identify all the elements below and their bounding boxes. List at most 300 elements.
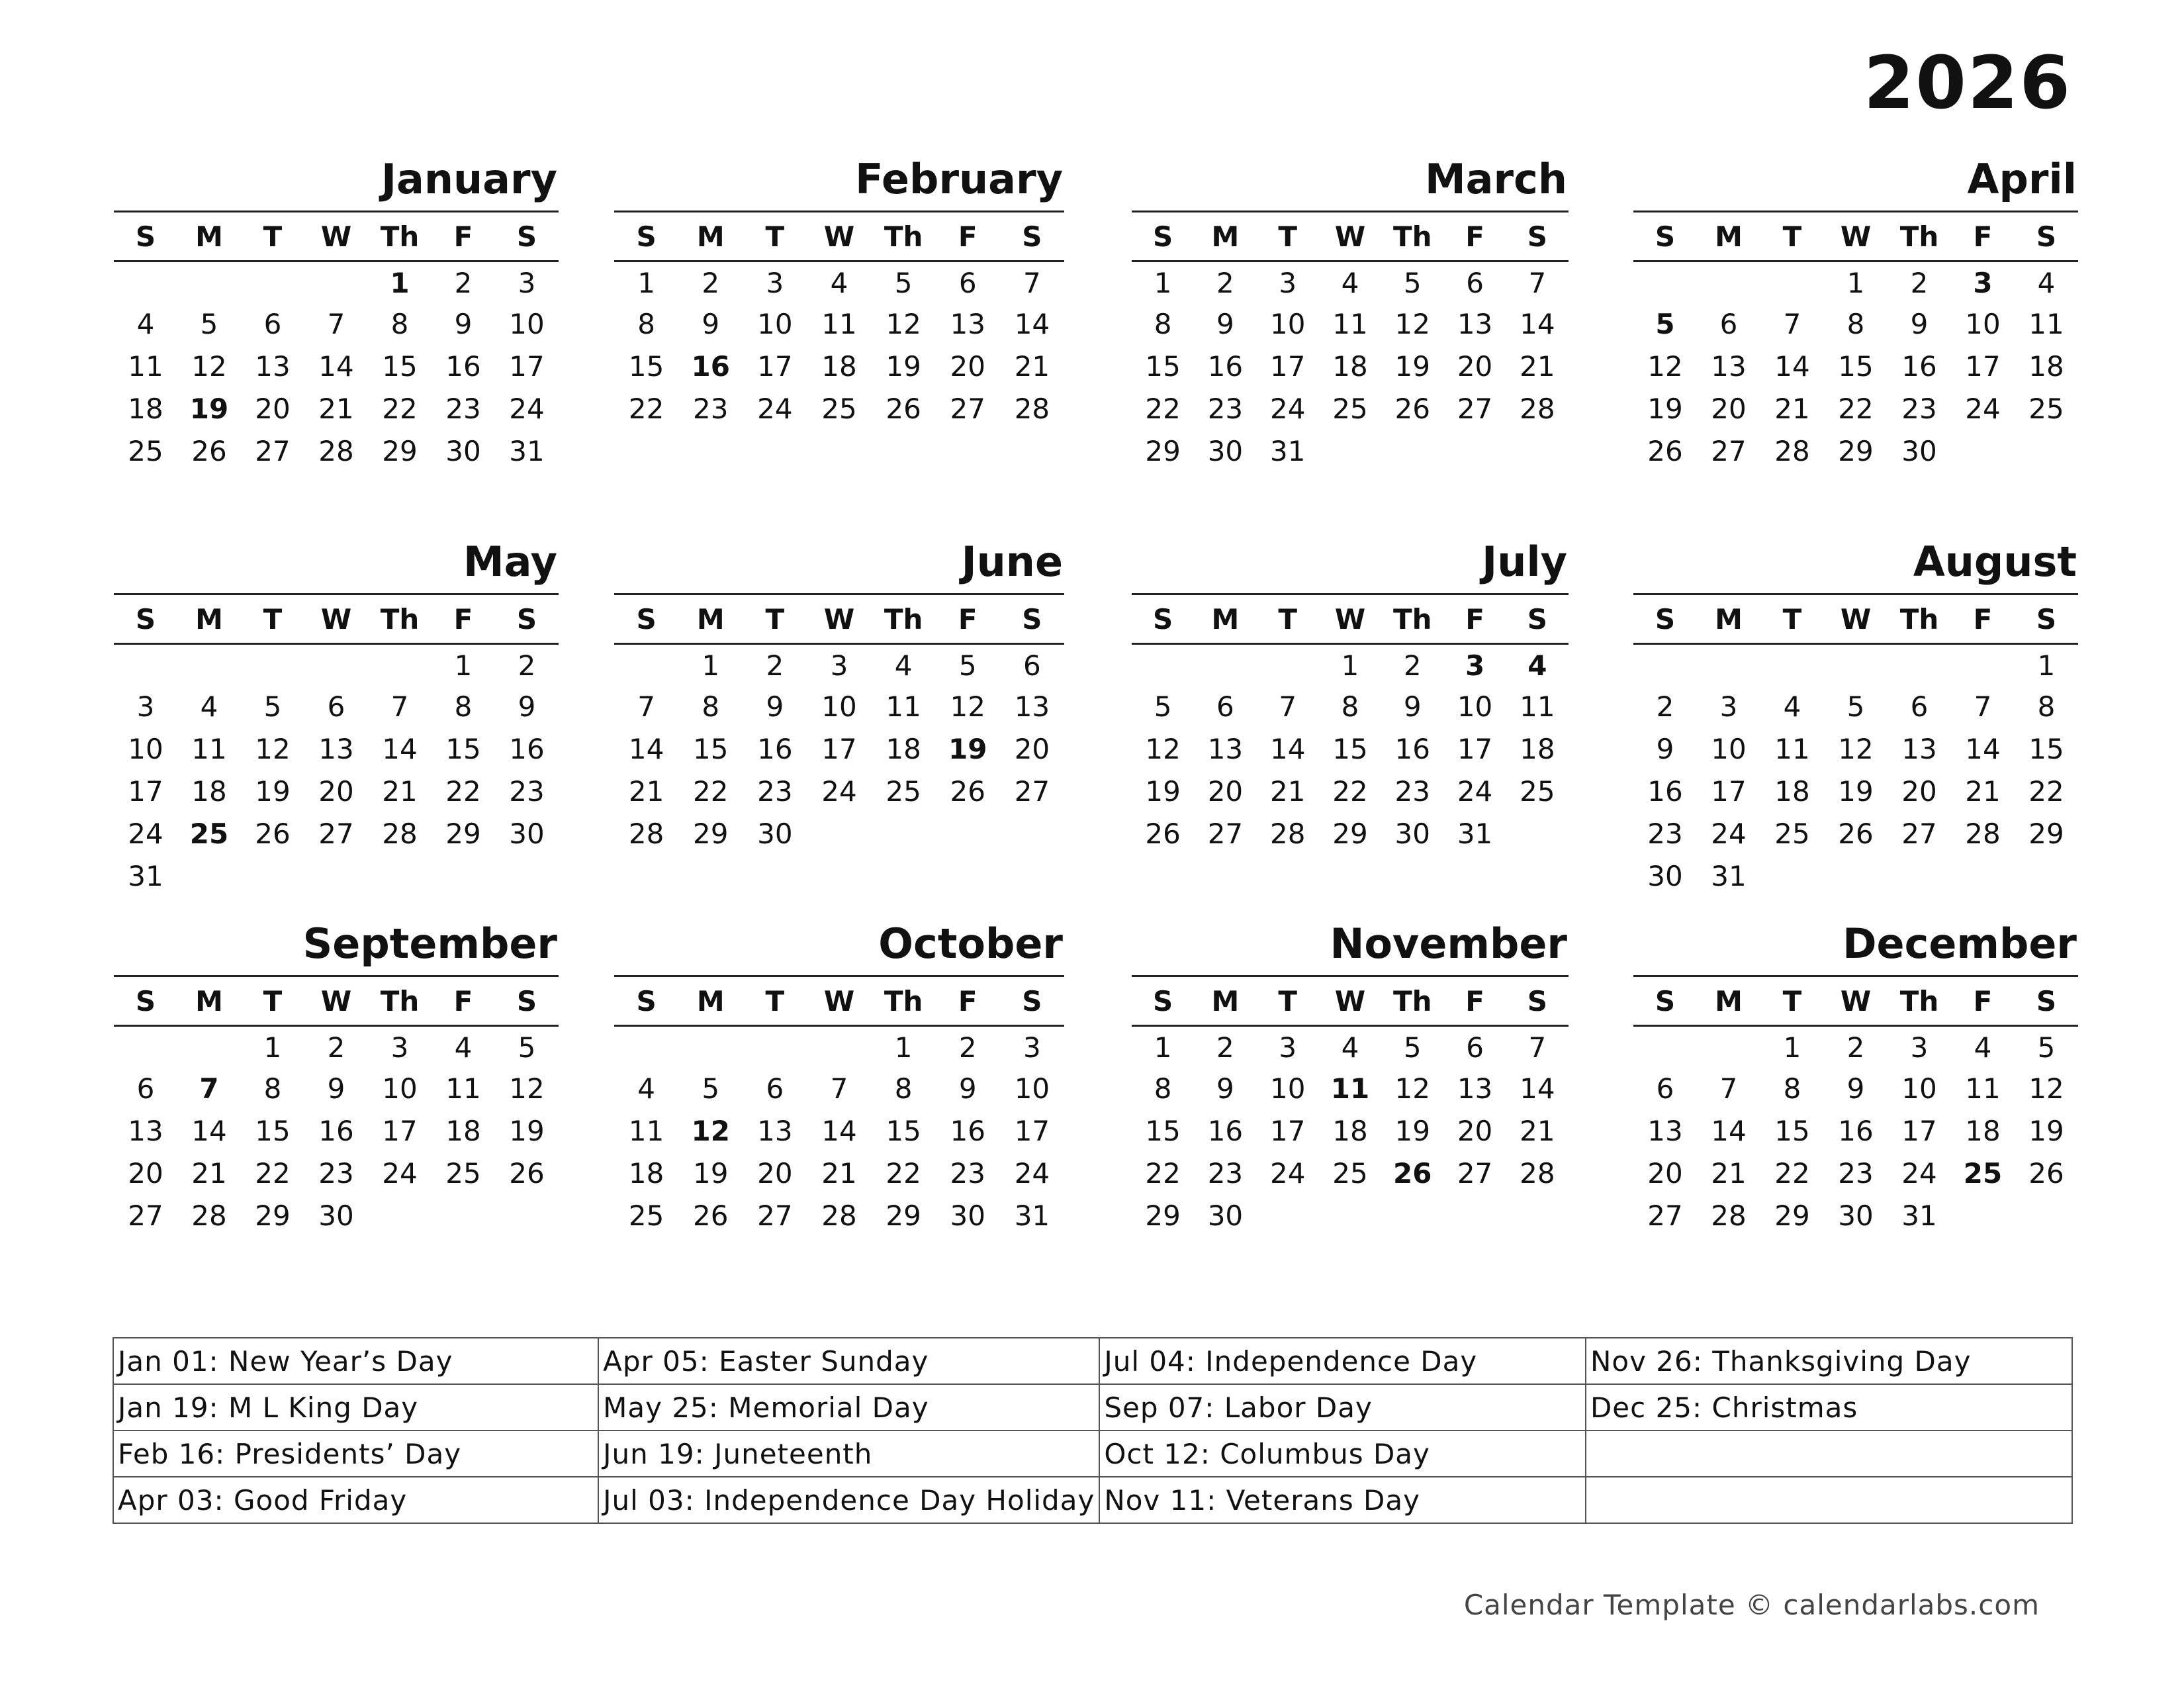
weekday-label: T bbox=[1278, 220, 1298, 253]
weekday-label: M bbox=[1715, 220, 1743, 253]
day: 13 bbox=[1457, 308, 1493, 340]
day: 30 bbox=[1838, 1199, 1874, 1232]
day: 6 bbox=[263, 308, 282, 340]
empty-day bbox=[368, 645, 432, 686]
month-name: June bbox=[961, 538, 1063, 586]
day: 22 bbox=[255, 1157, 291, 1190]
weekday-header bbox=[114, 211, 559, 262]
day: 30 bbox=[318, 1199, 354, 1232]
day: 9 bbox=[766, 690, 784, 723]
empty-day bbox=[1697, 645, 1760, 686]
holiday-day: 4 bbox=[1527, 649, 1547, 682]
day: 20 bbox=[1207, 775, 1244, 808]
day: 5 bbox=[702, 1072, 720, 1105]
day: 21 bbox=[1269, 775, 1306, 808]
weekday-label: S bbox=[1527, 602, 1547, 635]
day: 27 bbox=[255, 435, 291, 467]
day: 21 bbox=[1014, 350, 1050, 383]
day: 11 bbox=[2028, 308, 2064, 340]
holiday-day: 12 bbox=[691, 1115, 730, 1147]
weekday-label: S bbox=[2036, 602, 2057, 635]
day: 8 bbox=[1846, 308, 1865, 340]
day: 12 bbox=[886, 308, 921, 340]
holiday-day: 25 bbox=[189, 818, 229, 850]
day: 15 bbox=[1838, 350, 1874, 383]
day: 25 bbox=[821, 393, 857, 425]
weekday-label: T bbox=[765, 602, 785, 635]
day: 27 bbox=[1711, 435, 1747, 467]
holiday-cell: Oct 12: Columbus Day bbox=[1099, 1430, 1586, 1477]
weekday-label: S bbox=[135, 602, 156, 635]
day: 19 bbox=[886, 350, 921, 383]
holiday-cell: Apr 03: Good Friday bbox=[113, 1477, 598, 1523]
weekday-label: S bbox=[636, 984, 657, 1017]
days-grid bbox=[1633, 645, 2078, 898]
weekday-label: S bbox=[1153, 602, 1173, 635]
day: 5 bbox=[518, 1031, 536, 1064]
empty-day bbox=[304, 262, 368, 303]
day: 29 bbox=[1332, 818, 1368, 850]
weekday-label: T bbox=[263, 984, 283, 1017]
empty-day bbox=[807, 1027, 871, 1068]
day: 12 bbox=[255, 733, 291, 765]
day: 5 bbox=[2037, 1031, 2056, 1064]
day: 8 bbox=[1154, 308, 1172, 340]
day: 7 bbox=[637, 690, 655, 723]
empty-day bbox=[614, 1027, 678, 1068]
day: 10 bbox=[382, 1072, 418, 1105]
day: 25 bbox=[2028, 393, 2064, 425]
holiday-day: 11 bbox=[1330, 1072, 1370, 1105]
day: 26 bbox=[191, 435, 227, 467]
holiday-row bbox=[113, 1430, 2072, 1477]
weekday-label: F bbox=[1973, 602, 1993, 635]
day: 31 bbox=[1269, 435, 1306, 467]
day: 18 bbox=[445, 1115, 481, 1147]
day: 17 bbox=[1014, 1115, 1050, 1147]
day: 30 bbox=[1647, 860, 1683, 892]
weekday-label: S bbox=[1153, 984, 1173, 1017]
month-november bbox=[1132, 919, 1569, 1237]
day: 14 bbox=[1774, 350, 1810, 383]
day: 15 bbox=[255, 1115, 291, 1147]
month-january bbox=[114, 155, 559, 473]
day: 21 bbox=[821, 1157, 857, 1190]
day: 6 bbox=[1023, 649, 1041, 682]
day: 12 bbox=[509, 1072, 545, 1105]
day: 4 bbox=[454, 1031, 473, 1064]
day: 22 bbox=[382, 393, 418, 425]
day: 19 bbox=[2028, 1115, 2064, 1147]
weekday-label: Th bbox=[884, 220, 923, 253]
day: 28 bbox=[628, 818, 664, 850]
day: 4 bbox=[894, 649, 913, 682]
holiday-day: 3 bbox=[1973, 267, 1993, 299]
day: 27 bbox=[1457, 393, 1493, 425]
weekday-label: Th bbox=[380, 220, 420, 253]
day: 23 bbox=[692, 393, 729, 425]
month-name: April bbox=[1967, 155, 2077, 203]
day: 18 bbox=[821, 350, 857, 383]
day: 21 bbox=[382, 775, 418, 808]
day: 23 bbox=[1647, 818, 1683, 850]
weekday-label: T bbox=[263, 602, 283, 635]
day: 4 bbox=[200, 690, 218, 723]
day: 25 bbox=[445, 1157, 481, 1190]
day: 24 bbox=[509, 393, 545, 425]
day: 19 bbox=[1145, 775, 1181, 808]
holiday-day: 19 bbox=[189, 393, 229, 425]
day: 4 bbox=[136, 308, 155, 340]
day: 2 bbox=[1403, 649, 1422, 682]
day: 17 bbox=[757, 350, 793, 383]
day: 28 bbox=[1711, 1199, 1747, 1232]
day: 19 bbox=[1838, 775, 1874, 808]
day: 16 bbox=[318, 1115, 354, 1147]
day: 8 bbox=[1783, 1072, 1801, 1105]
day: 7 bbox=[1783, 308, 1801, 340]
day: 9 bbox=[454, 308, 473, 340]
day: 15 bbox=[628, 350, 664, 383]
day: 11 bbox=[1774, 733, 1810, 765]
day: 11 bbox=[445, 1072, 481, 1105]
day: 21 bbox=[1711, 1157, 1747, 1190]
day: 5 bbox=[1846, 690, 1865, 723]
weekday-header bbox=[1633, 975, 2078, 1027]
day: 7 bbox=[1528, 1031, 1547, 1064]
day: 27 bbox=[128, 1199, 163, 1232]
day: 31 bbox=[1901, 1199, 1937, 1232]
day: 25 bbox=[1520, 775, 1555, 808]
day: 24 bbox=[1711, 818, 1747, 850]
day: 23 bbox=[1207, 1157, 1244, 1190]
day: 19 bbox=[1647, 393, 1683, 425]
day: 3 bbox=[1023, 1031, 1041, 1064]
weekday-label: S bbox=[636, 602, 657, 635]
day: 2 bbox=[958, 1031, 977, 1064]
day: 5 bbox=[894, 267, 913, 299]
day: 26 bbox=[886, 393, 921, 425]
holiday-day: 1 bbox=[390, 267, 410, 299]
weekday-label: M bbox=[195, 220, 223, 253]
day: 6 bbox=[958, 267, 977, 299]
weekday-header bbox=[614, 593, 1064, 645]
weekday-label: M bbox=[696, 984, 725, 1017]
day: 13 bbox=[950, 308, 985, 340]
day: 11 bbox=[1332, 308, 1368, 340]
day: 6 bbox=[136, 1072, 155, 1105]
day: 6 bbox=[1216, 690, 1234, 723]
day: 22 bbox=[2028, 775, 2064, 808]
day: 21 bbox=[628, 775, 664, 808]
day: 9 bbox=[702, 308, 720, 340]
empty-day bbox=[1951, 645, 2015, 686]
empty-day bbox=[177, 1027, 241, 1068]
day: 18 bbox=[1965, 1115, 2001, 1147]
holiday-day: 26 bbox=[1393, 1157, 1432, 1190]
holiday-day: 25 bbox=[1963, 1157, 2003, 1190]
day: 14 bbox=[1711, 1115, 1747, 1147]
empty-day bbox=[678, 1027, 743, 1068]
day: 8 bbox=[1154, 1072, 1172, 1105]
month-name: May bbox=[463, 538, 557, 586]
day: 22 bbox=[1145, 1157, 1181, 1190]
weekday-label: Th bbox=[380, 602, 420, 635]
day: 16 bbox=[1838, 1115, 1874, 1147]
day: 9 bbox=[1403, 690, 1422, 723]
day: 11 bbox=[886, 690, 921, 723]
day: 7 bbox=[1023, 267, 1041, 299]
day: 22 bbox=[1774, 1157, 1810, 1190]
day: 20 bbox=[128, 1157, 163, 1190]
empty-day bbox=[1257, 645, 1319, 686]
day: 21 bbox=[318, 393, 354, 425]
day: 26 bbox=[1647, 435, 1683, 467]
weekday-header bbox=[614, 211, 1064, 262]
weekday-label: S bbox=[135, 984, 156, 1017]
day: 16 bbox=[1901, 350, 1937, 383]
day: 17 bbox=[1269, 350, 1306, 383]
day: 20 bbox=[1647, 1157, 1683, 1190]
day: 7 bbox=[1279, 690, 1297, 723]
month-october bbox=[614, 919, 1064, 1237]
weekday-label: W bbox=[1840, 602, 1872, 635]
day: 17 bbox=[1269, 1115, 1306, 1147]
month-may bbox=[114, 538, 559, 898]
holiday-cell bbox=[1586, 1477, 2072, 1523]
empty-day bbox=[1633, 1027, 1697, 1068]
weekday-label: T bbox=[1782, 220, 1802, 253]
month-june bbox=[614, 538, 1064, 855]
day: 15 bbox=[445, 733, 481, 765]
day: 30 bbox=[445, 435, 481, 467]
day: 14 bbox=[318, 350, 354, 383]
weekday-header bbox=[1132, 211, 1569, 262]
weekday-label: F bbox=[958, 220, 978, 253]
holiday-row bbox=[113, 1384, 2072, 1430]
day: 7 bbox=[327, 308, 345, 340]
day: 16 bbox=[950, 1115, 985, 1147]
day: 2 bbox=[702, 267, 720, 299]
day: 11 bbox=[628, 1115, 664, 1147]
day: 13 bbox=[1647, 1115, 1683, 1147]
day: 1 bbox=[454, 649, 473, 682]
day: 22 bbox=[628, 393, 664, 425]
weekday-label: S bbox=[135, 220, 156, 253]
day: 2 bbox=[454, 267, 473, 299]
weekday-label: S bbox=[516, 220, 537, 253]
day: 7 bbox=[830, 1072, 848, 1105]
day: 16 bbox=[757, 733, 793, 765]
day: 28 bbox=[821, 1199, 857, 1232]
month-name: December bbox=[1843, 919, 2077, 968]
day: 18 bbox=[886, 733, 921, 765]
day: 26 bbox=[2028, 1157, 2064, 1190]
day: 18 bbox=[2028, 350, 2064, 383]
day: 8 bbox=[702, 690, 720, 723]
day: 16 bbox=[1394, 733, 1430, 765]
day: 27 bbox=[757, 1199, 793, 1232]
day: 18 bbox=[1332, 1115, 1368, 1147]
day: 6 bbox=[327, 690, 345, 723]
day: 12 bbox=[191, 350, 227, 383]
weekday-label: M bbox=[1211, 984, 1240, 1017]
day: 4 bbox=[637, 1072, 655, 1105]
day: 23 bbox=[1838, 1157, 1874, 1190]
weekday-label: S bbox=[1655, 602, 1676, 635]
day: 14 bbox=[1965, 733, 2001, 765]
day: 14 bbox=[1269, 733, 1306, 765]
day: 30 bbox=[509, 818, 545, 850]
day: 28 bbox=[1520, 1157, 1555, 1190]
day: 3 bbox=[390, 1031, 409, 1064]
day: 6 bbox=[1466, 1031, 1484, 1064]
day: 14 bbox=[1014, 308, 1050, 340]
day: 11 bbox=[191, 733, 227, 765]
days-grid bbox=[1132, 262, 1569, 473]
day: 28 bbox=[1965, 818, 2001, 850]
days-grid bbox=[614, 645, 1064, 855]
day: 5 bbox=[1154, 690, 1172, 723]
day: 17 bbox=[1901, 1115, 1937, 1147]
weekday-header bbox=[1633, 593, 2078, 645]
day: 14 bbox=[821, 1115, 857, 1147]
day: 24 bbox=[757, 393, 793, 425]
month-name: September bbox=[302, 919, 557, 968]
day: 19 bbox=[509, 1115, 545, 1147]
day: 13 bbox=[1901, 733, 1937, 765]
day: 4 bbox=[2037, 267, 2056, 299]
weekday-label: T bbox=[1782, 602, 1802, 635]
day: 22 bbox=[1145, 393, 1181, 425]
day: 1 bbox=[702, 649, 720, 682]
weekday-label: M bbox=[1211, 602, 1240, 635]
weekday-label: T bbox=[765, 984, 785, 1017]
day: 30 bbox=[1207, 1199, 1244, 1232]
day: 1 bbox=[2037, 649, 2056, 682]
day: 22 bbox=[1332, 775, 1368, 808]
holiday-day: 19 bbox=[948, 733, 987, 765]
day: 14 bbox=[382, 733, 418, 765]
weekday-label: W bbox=[823, 984, 855, 1017]
day: 5 bbox=[1403, 267, 1422, 299]
day: 8 bbox=[454, 690, 473, 723]
day: 5 bbox=[263, 690, 282, 723]
empty-day bbox=[1194, 645, 1256, 686]
month-name: October bbox=[878, 919, 1063, 968]
day: 28 bbox=[1269, 818, 1306, 850]
day: 17 bbox=[382, 1115, 418, 1147]
empty-day bbox=[114, 262, 177, 303]
day: 28 bbox=[191, 1199, 227, 1232]
day: 15 bbox=[2028, 733, 2064, 765]
weekday-label: S bbox=[1527, 220, 1547, 253]
day: 10 bbox=[1965, 308, 2001, 340]
weekday-label: W bbox=[823, 220, 855, 253]
day: 24 bbox=[1965, 393, 2001, 425]
empty-day bbox=[1760, 645, 1824, 686]
day: 13 bbox=[318, 733, 354, 765]
day: 4 bbox=[1341, 1031, 1359, 1064]
day: 29 bbox=[1145, 435, 1181, 467]
day: 22 bbox=[692, 775, 729, 808]
day: 20 bbox=[1457, 1115, 1493, 1147]
day: 21 bbox=[1520, 350, 1555, 383]
day: 26 bbox=[950, 775, 985, 808]
day: 14 bbox=[1520, 308, 1555, 340]
day: 15 bbox=[1774, 1115, 1810, 1147]
empty-day bbox=[177, 645, 241, 686]
weekday-label: W bbox=[823, 602, 855, 635]
holiday-day: 7 bbox=[199, 1072, 219, 1105]
day: 1 bbox=[1846, 267, 1865, 299]
day: 12 bbox=[1394, 308, 1430, 340]
day: 3 bbox=[1279, 267, 1297, 299]
day: 1 bbox=[1341, 649, 1359, 682]
day: 24 bbox=[1901, 1157, 1937, 1190]
day: 13 bbox=[1014, 690, 1050, 723]
month-july bbox=[1132, 538, 1569, 855]
empty-day bbox=[614, 645, 678, 686]
day: 5 bbox=[958, 649, 977, 682]
day: 12 bbox=[1838, 733, 1874, 765]
day: 21 bbox=[191, 1157, 227, 1190]
day: 9 bbox=[327, 1072, 345, 1105]
weekday-label: S bbox=[1655, 984, 1676, 1017]
day: 28 bbox=[1014, 393, 1050, 425]
day: 4 bbox=[1974, 1031, 1992, 1064]
day: 20 bbox=[318, 775, 354, 808]
holiday-cell bbox=[1586, 1430, 2072, 1477]
day: 2 bbox=[1656, 690, 1674, 723]
month-name: August bbox=[1913, 538, 2077, 586]
day: 27 bbox=[318, 818, 354, 850]
day: 2 bbox=[518, 649, 536, 682]
day: 15 bbox=[692, 733, 729, 765]
days-grid bbox=[1633, 262, 2078, 473]
weekday-header bbox=[1132, 593, 1569, 645]
weekday-label: M bbox=[1715, 602, 1743, 635]
month-name: February bbox=[855, 155, 1063, 203]
day: 29 bbox=[445, 818, 481, 850]
day: 8 bbox=[894, 1072, 913, 1105]
day: 10 bbox=[1457, 690, 1493, 723]
day: 7 bbox=[1719, 1072, 1738, 1105]
weekday-header bbox=[1633, 211, 2078, 262]
day: 23 bbox=[757, 775, 793, 808]
day: 9 bbox=[1656, 733, 1674, 765]
day: 27 bbox=[1207, 818, 1244, 850]
day: 7 bbox=[1974, 690, 1992, 723]
day: 18 bbox=[628, 1157, 664, 1190]
month-december bbox=[1633, 919, 2078, 1237]
year-title: 2026 bbox=[1863, 40, 2071, 125]
day: 20 bbox=[950, 350, 985, 383]
empty-day bbox=[1760, 262, 1824, 303]
day: 14 bbox=[191, 1115, 227, 1147]
month-name: March bbox=[1424, 155, 1567, 203]
day: 27 bbox=[1457, 1157, 1493, 1190]
day: 29 bbox=[255, 1199, 291, 1232]
month-name: July bbox=[1482, 538, 1567, 586]
day: 30 bbox=[1207, 435, 1244, 467]
holiday-cell: May 25: Memorial Day bbox=[598, 1384, 1099, 1430]
weekday-label: F bbox=[453, 220, 473, 253]
day: 23 bbox=[509, 775, 545, 808]
days-grid bbox=[1132, 1027, 1569, 1237]
day: 25 bbox=[1332, 393, 1368, 425]
day: 3 bbox=[136, 690, 155, 723]
